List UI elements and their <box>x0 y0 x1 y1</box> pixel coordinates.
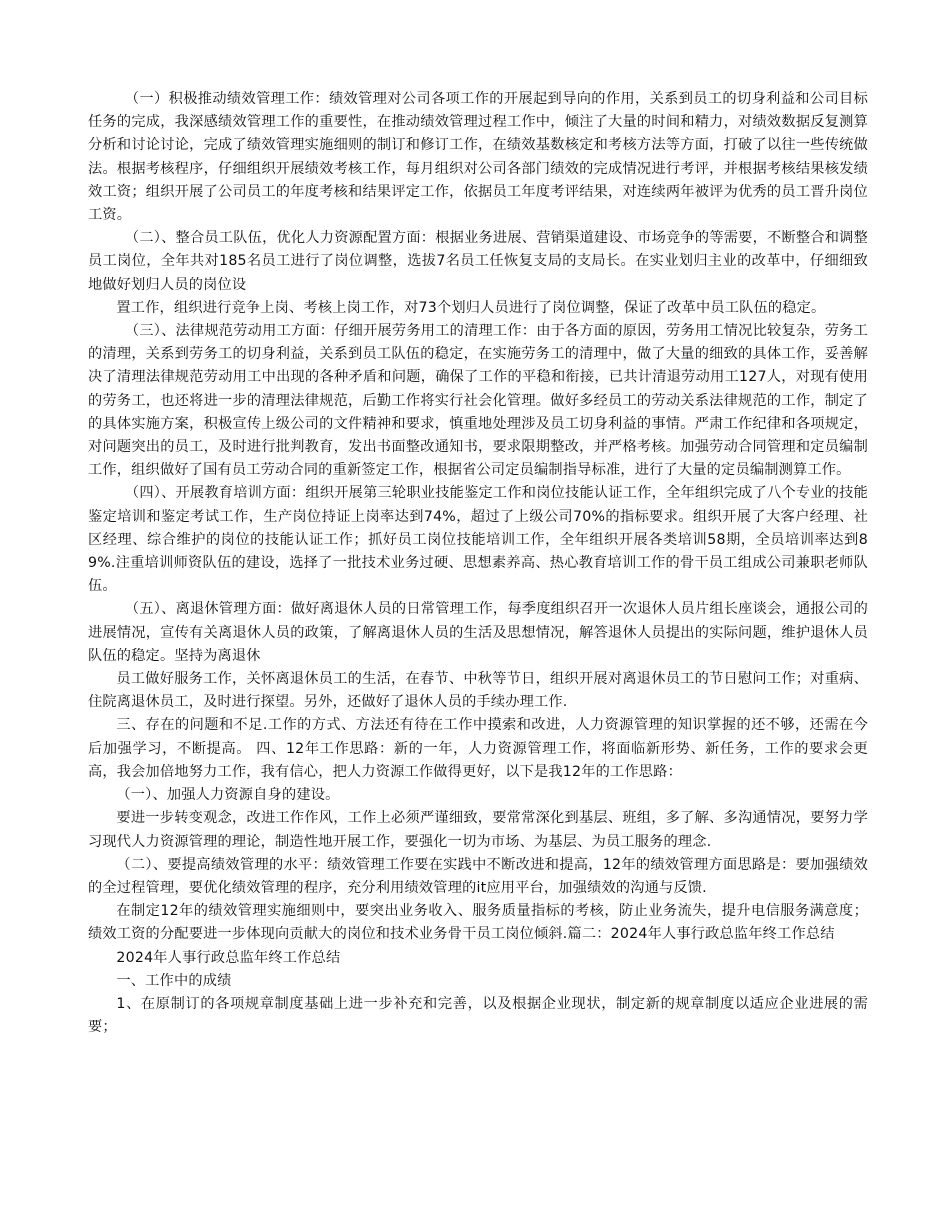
paragraph-training: （四）、开展教育培训方面：组织开展第三轮职业技能鉴定工作和岗位技能认证工作，全年组织完成了八个专业的技能鉴定培训和鉴定考试工作，生产岗位持证上岗率达到74%，超过了上级公司70%的指标要求。组织开展了大客户经理、社区经理、综合维护的岗位的技能认证工作；抓好员工岗位技能培训工作，全年组织开展各类培训58期，全员培训率达到89%.注重培训师资队伍的建设，选择了一批技术业务过硬、思想素养高、热心教育培训工作的骨干员工组成公司兼职老师队伍。 <box>88 485 868 595</box>
paragraph-retirement: （五）、离退休管理方面：做好离退休人员的日常管理工作，每季度组织召开一次退休人员片组长座谈会，通报公司的进展情况，宣传有关离退休人员的政策，了解离退休人员的生活及思想情况，解答退休人员提出的实际问题，维护退休人员队伍的稳定。坚持为离退休 <box>88 601 868 664</box>
paragraph-labor-regulation: （三）、法律规范劳动用工方面：仔细开展劳务用工的清理工作：由于各方面的原因，劳务用工情况比较复杂，劳务工的清理，关系到劳务工的切身利益，关系到员工队伍的稳定，在实施劳务工的清理中，做了大量的细致的具体工作，妥善解决了清理法律规范劳动用工中出现的各种矛盾和问题，确保了工作的平稳和衔接，已共计清退劳动用工127人，对现有使用的劳务工，也还将进一步的清理法律规范，后勤工作将实行社会化管理。做好多经员工的劳动关系法律规范的工作，制定了的具体实施方案，积极宣传上级公司的文件精神和要求，慎重地处理涉及员工切身利益的事情。严肃工作纪律和各项规定，对问题突出的员工，及时进行批判教育，发出书面整改通知书，要求限期整改，并严格考核。加强劳动合同管理和定员编制工作，组织做好了国有员工劳动合同的重新签定工作，根据省公司定员编制指导标准，进行了大量的定员编制测算工作。 <box>88 323 868 479</box>
paragraph-hr-self-building: （一）、加强人力资源自身的建设。 <box>116 787 340 804</box>
paragraph-item-1: 1、在原制订的各项规章制度基础上进一步补充和完善，以及根据企业现状，制定新的规章制度以适应企业进展的需要； <box>88 995 868 1036</box>
document-page <box>88 88 868 1039</box>
paragraph-implementation-rules: 在制定12年的绩效管理实施细则中，要突出业务收入、服务质量指标的考核，防止业务流失，提升电信服务满意度；绩效工资的分配要进一步体现向贡献大的岗位和技术业务骨干员工岗位倾斜.篇二：2024年人事行政总监年终工作总结 <box>88 903 868 943</box>
paragraph-staff-integration: （二）、整合员工队伍，优化人力资源配置方面：根据业务进展、营销渠道建设、市场竞争的等需要，不断整合和调整员工岗位，全年共对185名员工进行了岗位调整，选拔7名员工任恢复支局的支局长。在实业划归主业的改革中，仔细细致地做好划归人员的岗位设 <box>88 230 868 293</box>
paragraph-improve-performance: （二）、要提高绩效管理的水平：绩效管理工作要在实践中不断改进和提高，12年的绩效管理方面思路是：要加强绩效的全过程管理，要优化绩效管理的程序，充分利用绩效管理的it应用平台，加强绩效的沟通与反馈. <box>88 856 868 896</box>
paragraph-retirement-cont: 员工做好服务工作，关怀离退休员工的生活，在春节、中秋等节日，组织开展对离退休员工的节日慰问工作；对重病、住院离退休员工，及时进行探望。另外，还做好了退休人员的手续办理工作. <box>88 671 868 711</box>
paragraph-report-title: 2024年人事行政总监年终工作总结 <box>116 949 341 966</box>
paragraph-section-achievements: 一、工作中的成绩 <box>116 972 232 989</box>
paragraph-performance-management: （一）积极推动绩效管理工作：绩效管理对公司各项工作的开展起到导向的作用，关系到员工的切身利益和公司目标任务的完成，我深感绩效管理工作的重要性，在推动绩效管理过程工作中，倾注了大量的时间和精力，对绩效数据反复测算分析和讨论讨论，完成了绩效管理实施细则的制订和修订工作，在绩效基数核定和考核方法等方面，打破了以往一些传统做法。根据考核程序，仔细组织开展绩效考核工作，每月组织对公司各部门绩效的完成情况进行考评，并根据考核结果核发绩效工资；组织开展了公司员工的年度考核和结果评定工作，依据员工年度考评结果，对连续两年被评为优秀的员工晋升岗位工资。 <box>88 91 868 224</box>
paragraph-staff-integration-cont: 置工作，组织进行竞争上岗、考核上岗工作，对73个划归人员进行了岗位调整，保证了改革中员工队伍的稳定。 <box>116 299 826 316</box>
paragraph-problems-and-plans: 三、存在的问题和不足.工作的方式、方法还有待在工作中摸索和改进，人力资源管理的知识掌握的还不够，还需在今后加强学习，不断提高。 四、12年工作思路：新的一年，人力资源管理工作，将面临新形势、新任务，工作的要求会更高，我会加倍地努力工作，我有信心，把人力资源工作做得更好，以下是我12年的工作思路： <box>88 717 868 780</box>
paragraph-work-style: 要进一步转变观念，改进工作作风，工作上必须严谨细致，要常常深化到基层、班组，多了解、多沟通情况，要努力学习现代人力资源管理的理论，制造性地开展工作，要强化一切为市场、为基层、为员工服务的理念. <box>88 810 868 850</box>
